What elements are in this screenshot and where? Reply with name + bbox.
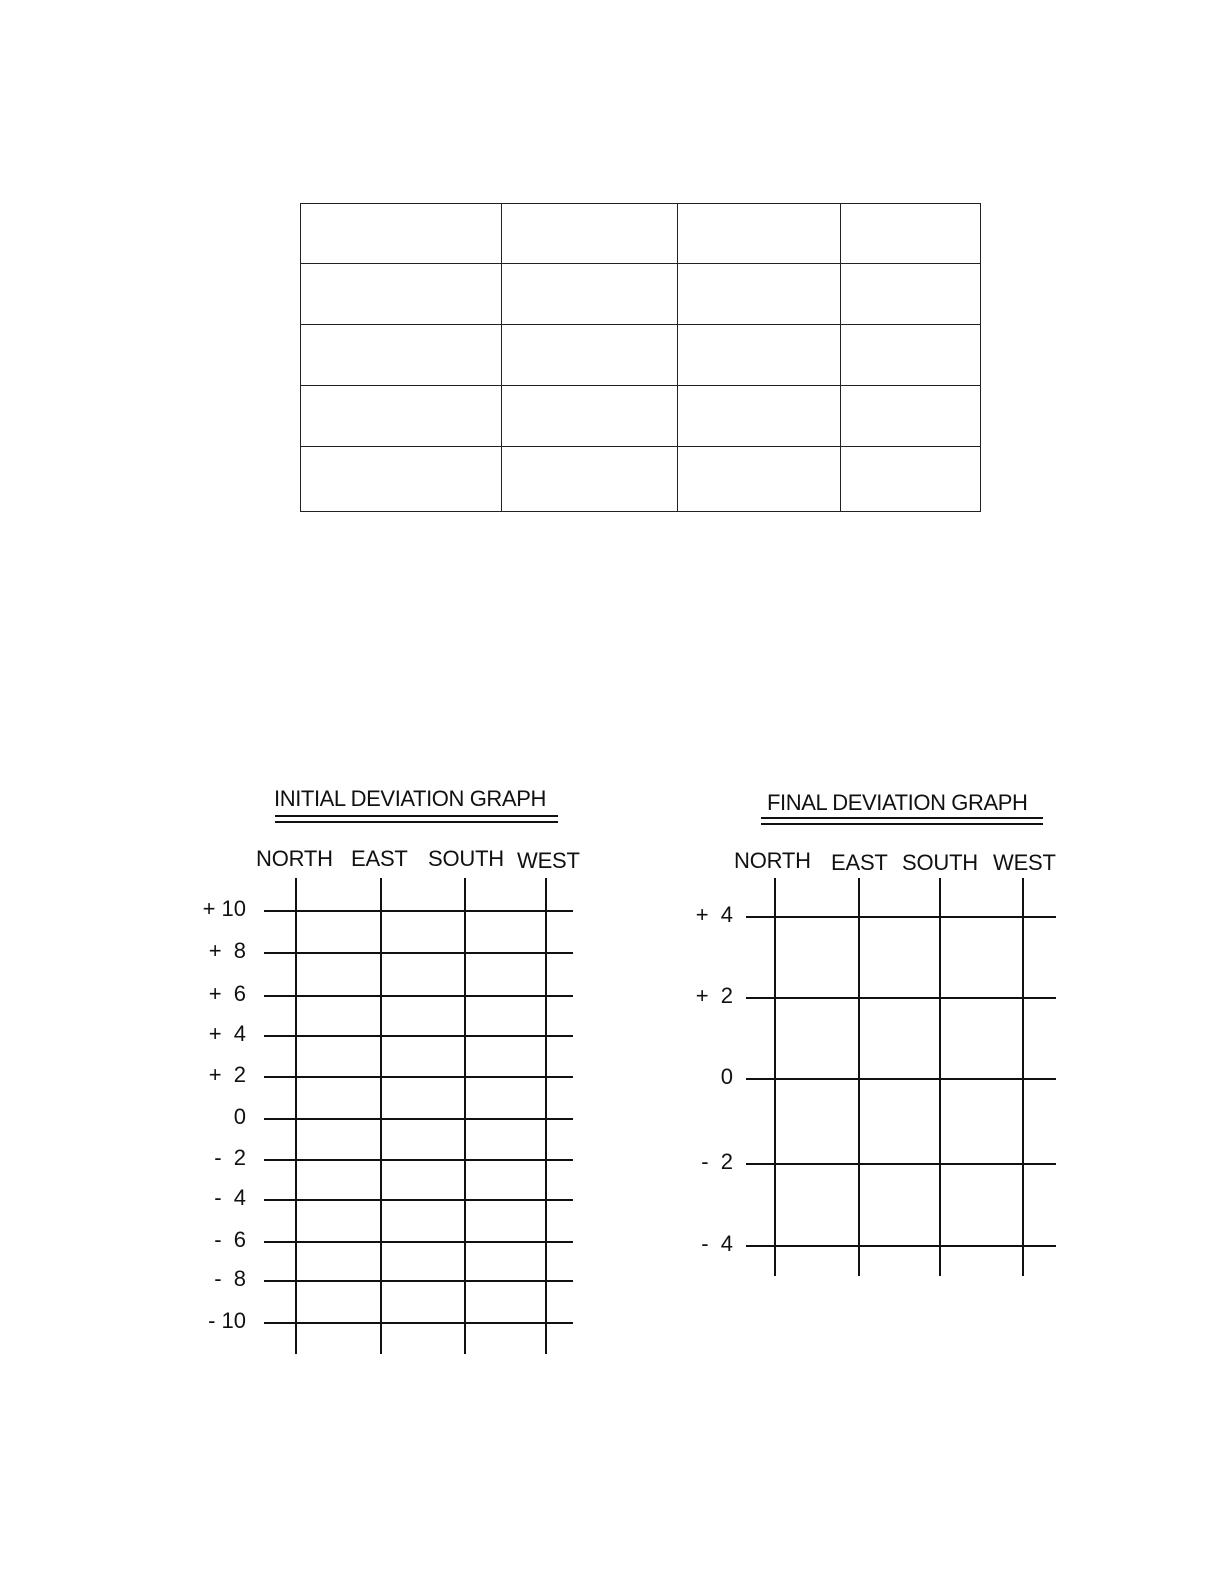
tick-label: - 10 [208, 1308, 246, 1333]
tick-label: + 2 [208, 1062, 246, 1087]
grid-column-line [1022, 878, 1024, 1276]
direction-label-west: WEST [993, 850, 1056, 875]
tick-label: 0 [720, 1064, 733, 1089]
grid-row-line [746, 1078, 1056, 1080]
tick-label: + 6 [208, 981, 246, 1006]
tick-label: + 10 [202, 896, 246, 921]
tick-label: - 6 [214, 1227, 246, 1252]
grid-column-line [774, 878, 776, 1276]
initial-graph-title: INITIAL DEVIATION GRAPH [274, 786, 546, 811]
direction-label-north: NORTH [256, 846, 333, 871]
tick-label: + 8 [208, 938, 246, 963]
direction-label-north: NORTH [734, 848, 811, 873]
tick-label: + 2 [695, 983, 733, 1008]
grid-column-line [858, 878, 860, 1276]
direction-label-west: WEST [517, 848, 580, 873]
tick-label: - 8 [214, 1266, 246, 1291]
grid-row-line [746, 916, 1056, 918]
tick-label: - 2 [214, 1145, 246, 1170]
grid-row-line [746, 1163, 1056, 1165]
grid-column-line [939, 878, 941, 1276]
tick-label: - 2 [701, 1149, 733, 1174]
direction-label-east: EAST [831, 850, 888, 875]
tick-label: 0 [233, 1104, 246, 1129]
tick-label: + 4 [208, 1021, 246, 1046]
grid-row-line [746, 997, 1056, 999]
grid-row-line [746, 1245, 1056, 1247]
tick-label: - 4 [214, 1185, 246, 1210]
direction-label-east: EAST [351, 846, 408, 871]
direction-label-south: SOUTH [902, 850, 979, 875]
tick-label: + 4 [695, 902, 733, 927]
title-underline [761, 823, 1043, 825]
final-graph-title: FINAL DEVIATION GRAPH [767, 790, 1028, 815]
title-underline [761, 817, 1043, 819]
direction-label-south: SOUTH [428, 846, 505, 871]
tick-label: - 4 [701, 1231, 733, 1256]
